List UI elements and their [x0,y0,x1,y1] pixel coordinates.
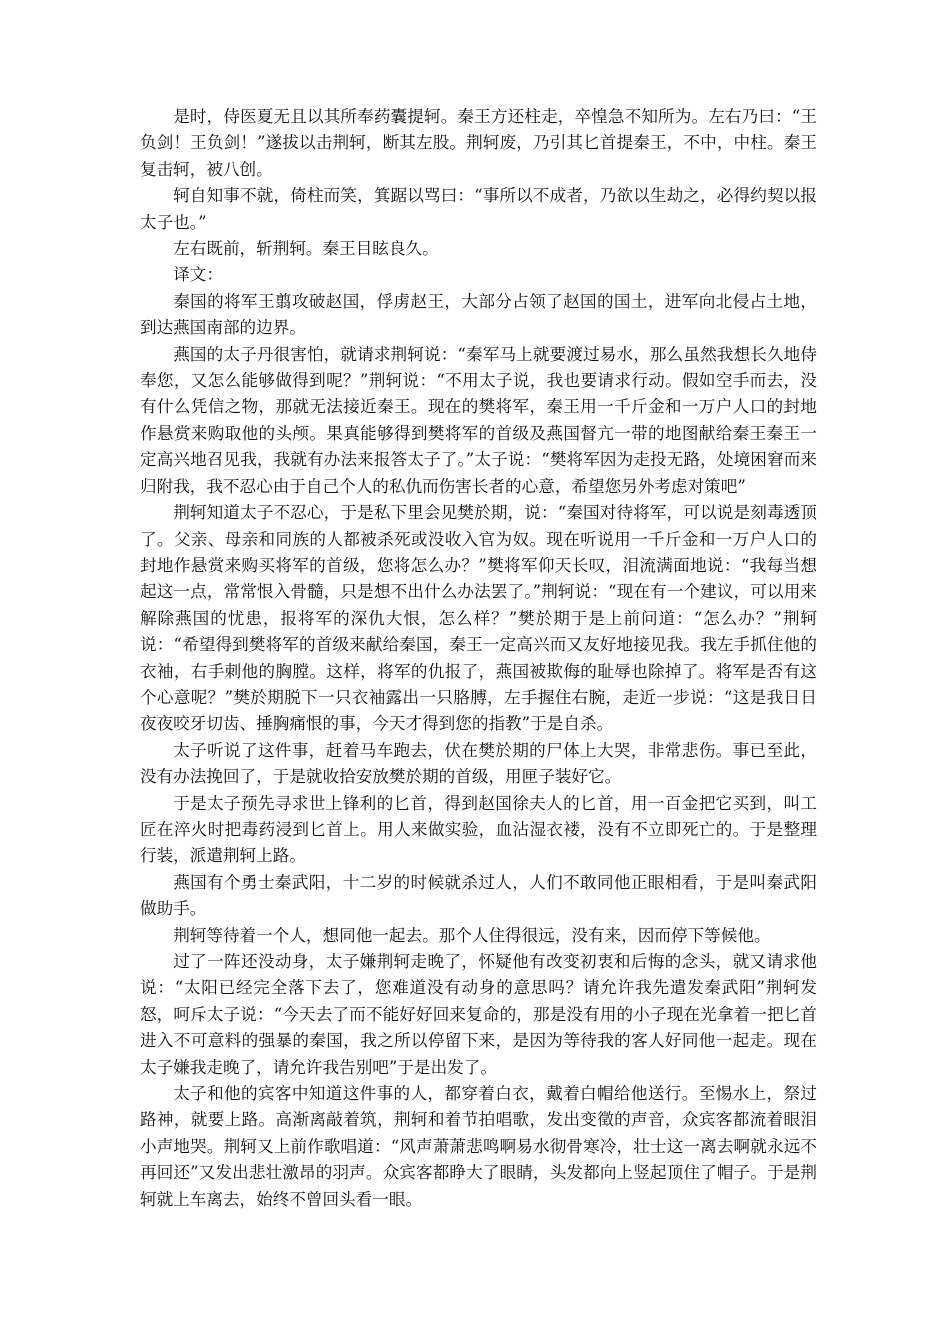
paragraph-translation-waiting: 荆轲等待着一个人，想同他一起去。那个人住得很远，没有来，因而停下等候他。 [173,925,771,945]
paragraph-translation-prince-dan: 燕国的太子丹很害怕，就请求荆轲说：“秦军马上就要渡过易水，那么虽然我想长久地侍奉您，又怎么能够做得到呢？”荆轲说：“不用太子说，我也要请求行动。假如空手而去，没有什么凭信之物，那就无法接近秦王。现在的樊将军，秦王用一千斤金和一万户人口的封地作悬赏来购取他的头颅。果真能够得到樊将军的首级及燕国督亢一带的地图献给秦王秦王一定高兴地召见我，我就有办法来报答太子了。”太子说：“樊将军因为走投无路，处境困窘而来归附我，我不忍心由于自己个人的私仇而伤害长者的心意，希望您另外考虑对策吧” [140,344,817,496]
paragraph-translation-wang-jian: 秦国的将军王翦攻破赵国，俘虏赵王，大部分占领了赵国的国土，进军向北侵占土地，到达燕国南部的边界。 [140,291,817,338]
paragraph-translation-qin-wuyang: 燕国有个勇士秦武阳，十二岁的时候就杀过人，人们不敢同他正眼相看，于是叫秦武阳做助手。 [140,872,817,919]
paragraph-translation-fan-yuqi: 荆轲知道太子不忍心，于是私下里会见樊於期，说：“秦国对待将军，可以说是刻毒透顶了。父亲、母亲和同族的人都被杀死或没收入官为奴。现在听说用一千斤金和一万户人口的封地作悬赏来购买将军的首级，您将怎么办？”樊将军仰天长叹，泪流满面地说：“我每当想起这一点，常常恨入骨髓，只是想不出什么办法罢了。”荆轲说：“现在有一个建议，可以用来解除燕国的忧患，报将军的深仇大恨，怎么样？”樊於期于是上前问道：“怎么办？”荆轲说：“希望得到樊将军的首级来献给秦国，秦王一定高兴而又友好地接见我。我左手抓住他的衣袖，右手刺他的胸膛。这样，将军的仇报了，燕国被欺侮的耻辱也除掉了。将军是否有这个心意呢？”樊於期脱下一只衣袖露出一只胳膊，左手握住右腕，走近一步说：“这是我日日夜夜咬牙切齿、捶胸痛恨的事，今天才得到您的指教”于是自杀。 [140,503,817,734]
paragraph-translation-prince-mourns: 太子听说了这件事，赶着马车跑去，伏在樊於期的尸体上大哭，非常悲伤。事已至此，没有办法挽回了，于是就收拾安放樊於期的首级，用匣子装好它。 [140,740,817,787]
paragraph-jing-ke-slain: 左右既前，斩荆轲。秦王目眩良久。 [173,239,439,259]
paragraph-jing-ke-curses: 轲自知事不就，倚柱而笑，箕踞以骂曰：“事所以不成者，乃欲以生劫之，必得约契以报太子也。” [140,186,817,232]
paragraph-qin-king-strikes: 是时，侍医夏无且以其所奉药囊提轲。秦王方还柱走，卒惶急不知所为。左右乃曰：“王负剑！王负剑！”遂拔以击荆轲，断其左股。荆轲废，乃引其匕首提秦王，不中，中柱。秦王复击轲，被八创。 [140,107,817,179]
paragraph-translation-departure: 过了一阵还没动身，太子嫌荆轲走晚了，怀疑他有改变初衷和后悔的念头，就又请求他说：“太阳已经完全落下去了，您难道没有动身的意思吗？请允许我先遣发秦武阳”荆轲发怒，呵斥太子说：“今天去了而不能好好回来复命的，那是没有用的小子现在光拿着一把匕首进入不可意料的强暴的秦国，我之所以停留下来，是因为等待我的客人好同他一起走。现在太子嫌我走晚了，请允许我告别吧”于是出发了。 [140,952,817,1077]
document-body [140,104,817,1213]
paragraph-translation-dagger: 于是太子预先寻求世上锋利的匕首，得到赵国徐夫人的匕首，用一百金把它买到，叫工匠在淬火时把毒药浸到匕首上。用人来做实验，血沾湿衣褛，没有不立即死亡的。于是整理行装，派遣荆轲上路。 [140,793,817,866]
paragraph-translation-farewell: 太子和他的宾客中知道这件事的人，都穿着白衣，戴着白帽给他送行。至惕水上，祭过路神，就要上路。高渐离敲着筑，荆轲和着节拍唱歌，发出变徵的声音，众宾客都流着眼泪小声地哭。荆轲又上前作歌唱道：“风声萧萧悲鸣啊易水彻骨寒冷，壮士这一离去啊就永远不再回还”又发出悲壮激昂的羽声。众宾客都睁大了眼睛，头发都向上竖起顶住了帽子。于是荆轲就上车离去，始终不曾回头看一眼。 [140,1084,817,1209]
translation-heading: 译文： [173,265,223,285]
